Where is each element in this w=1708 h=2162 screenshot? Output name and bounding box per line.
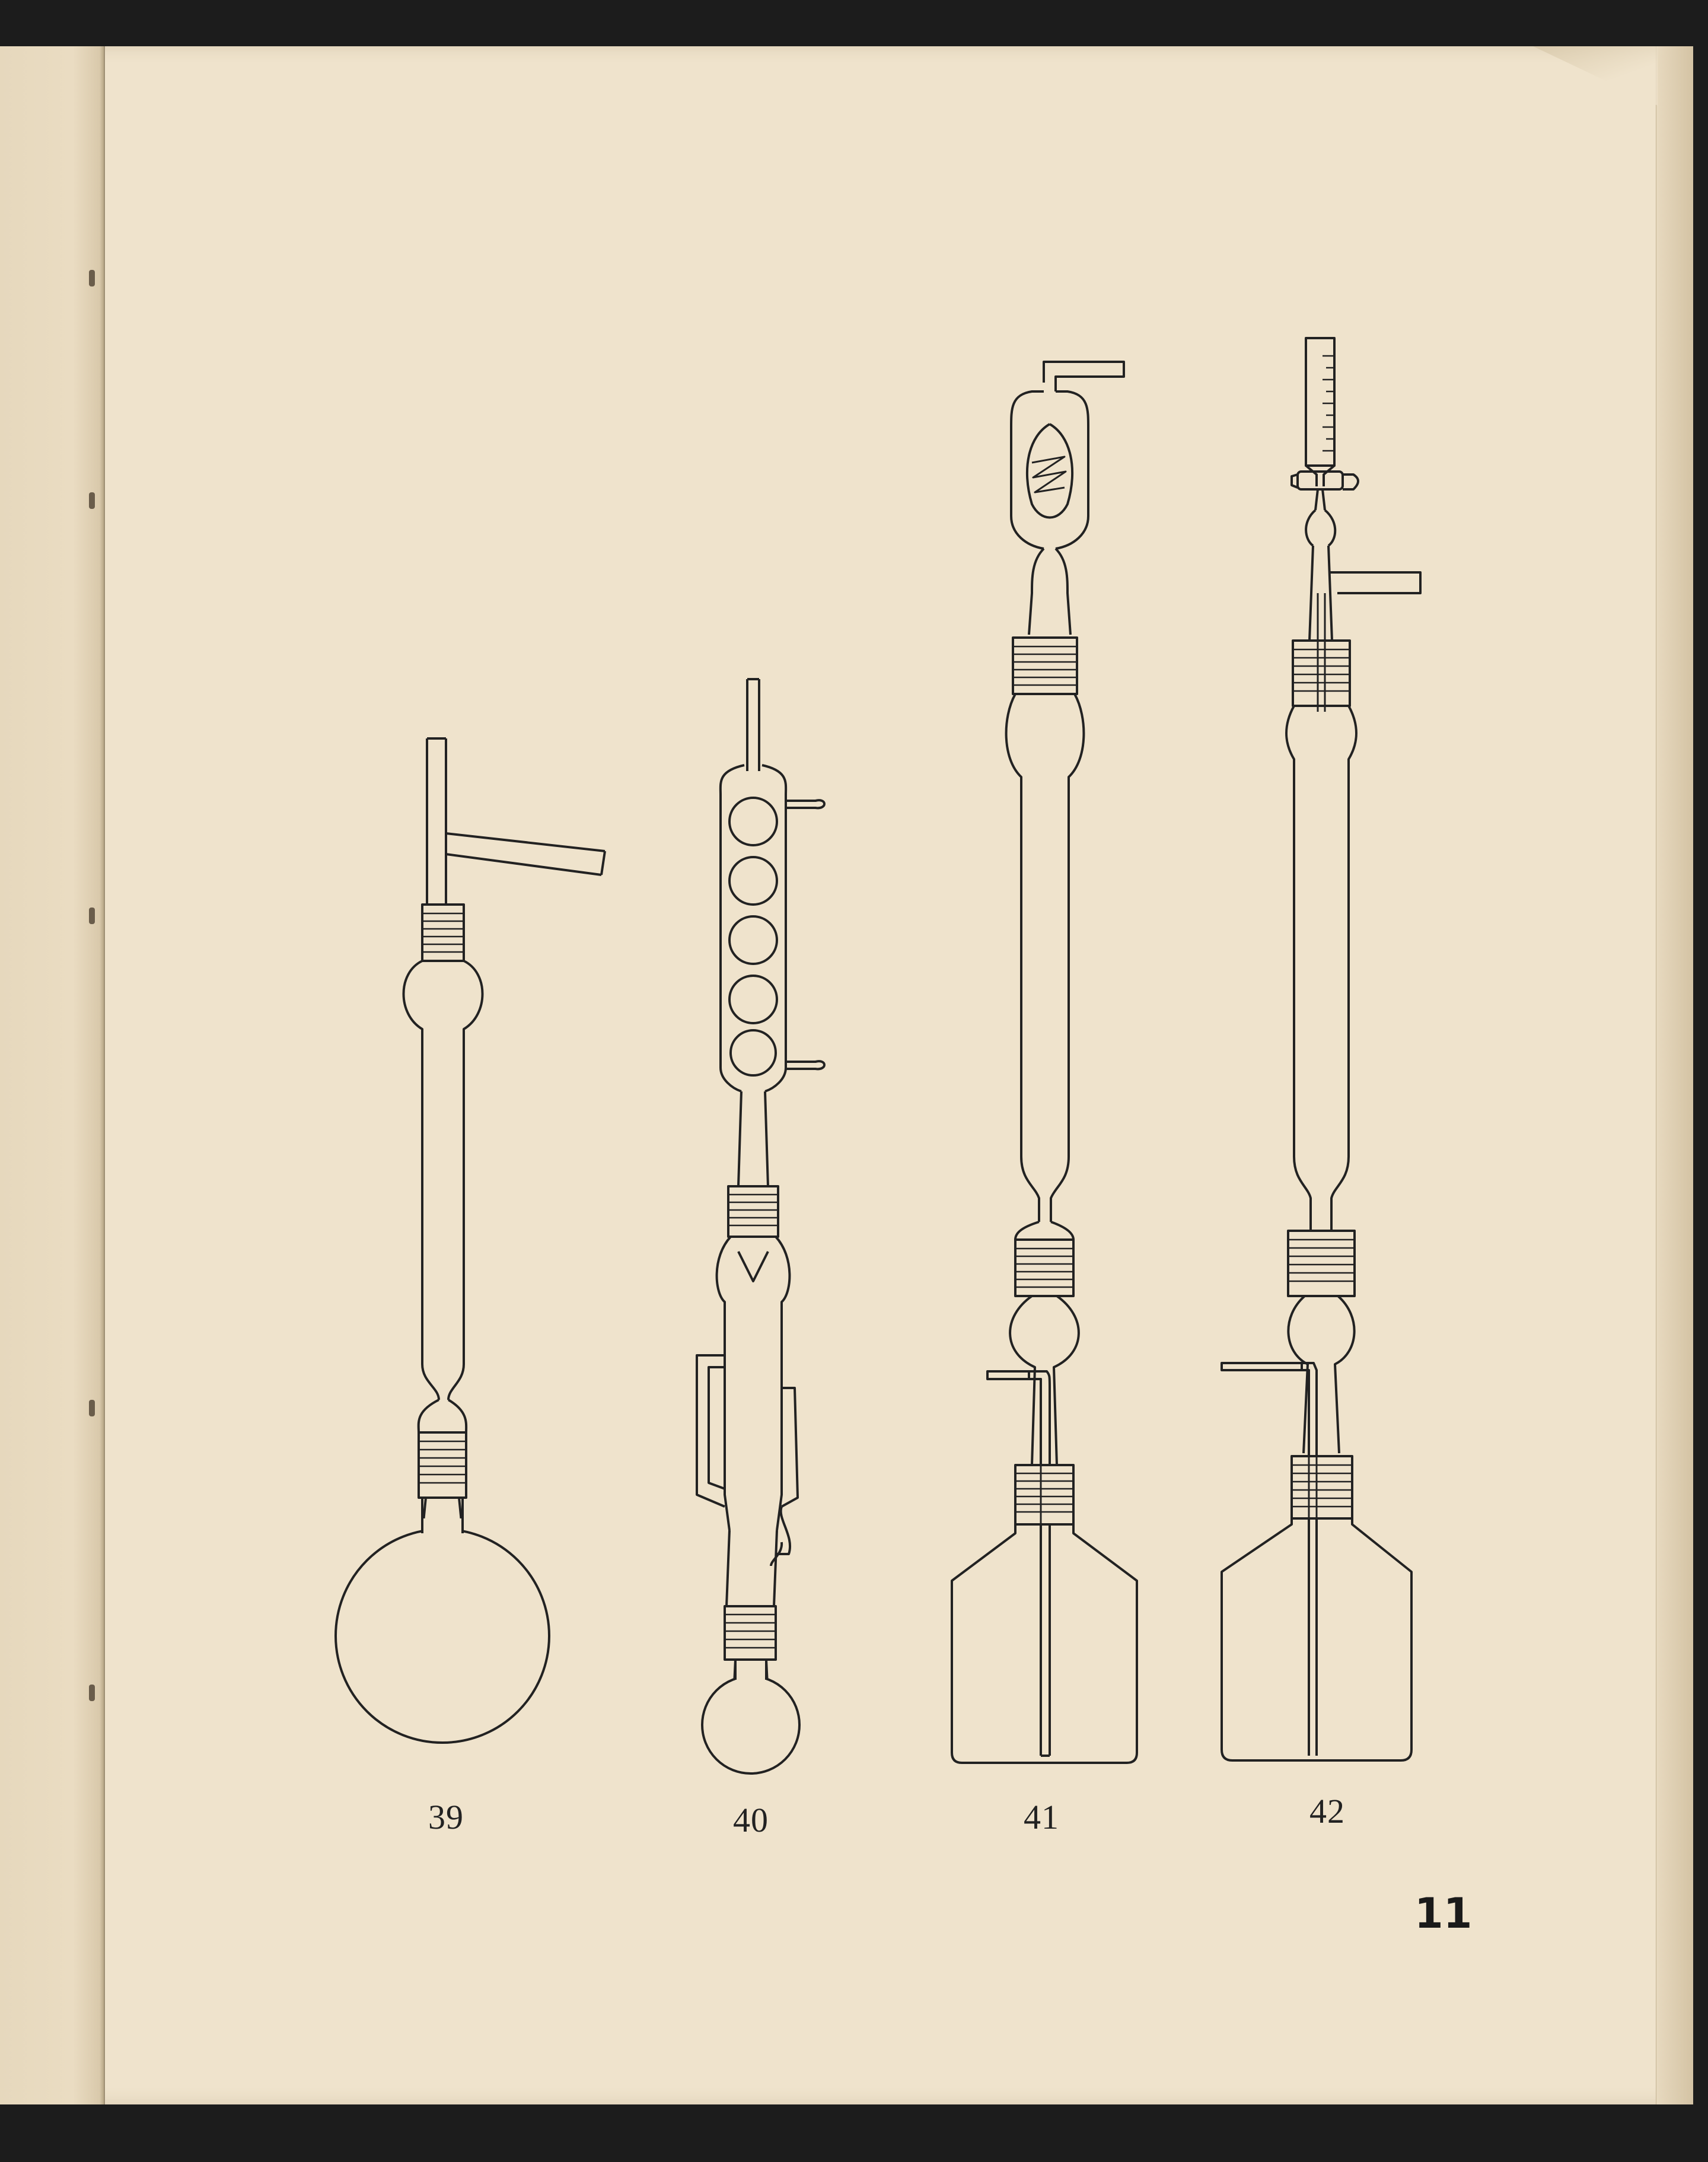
figure-41-apparatus-icon — [952, 362, 1137, 1763]
figure-42-apparatus-icon — [1222, 338, 1420, 1760]
figure-label-40: 40 — [733, 1801, 769, 1839]
figure-label-39: 39 — [428, 1798, 464, 1836]
page-number: 11 — [1414, 1889, 1473, 1938]
figure-label-42: 42 — [1309, 1792, 1345, 1830]
figure-40-apparatus-icon — [697, 679, 824, 1773]
figure-39-apparatus-icon — [336, 738, 605, 1743]
figure-label-41: 41 — [1024, 1798, 1059, 1836]
